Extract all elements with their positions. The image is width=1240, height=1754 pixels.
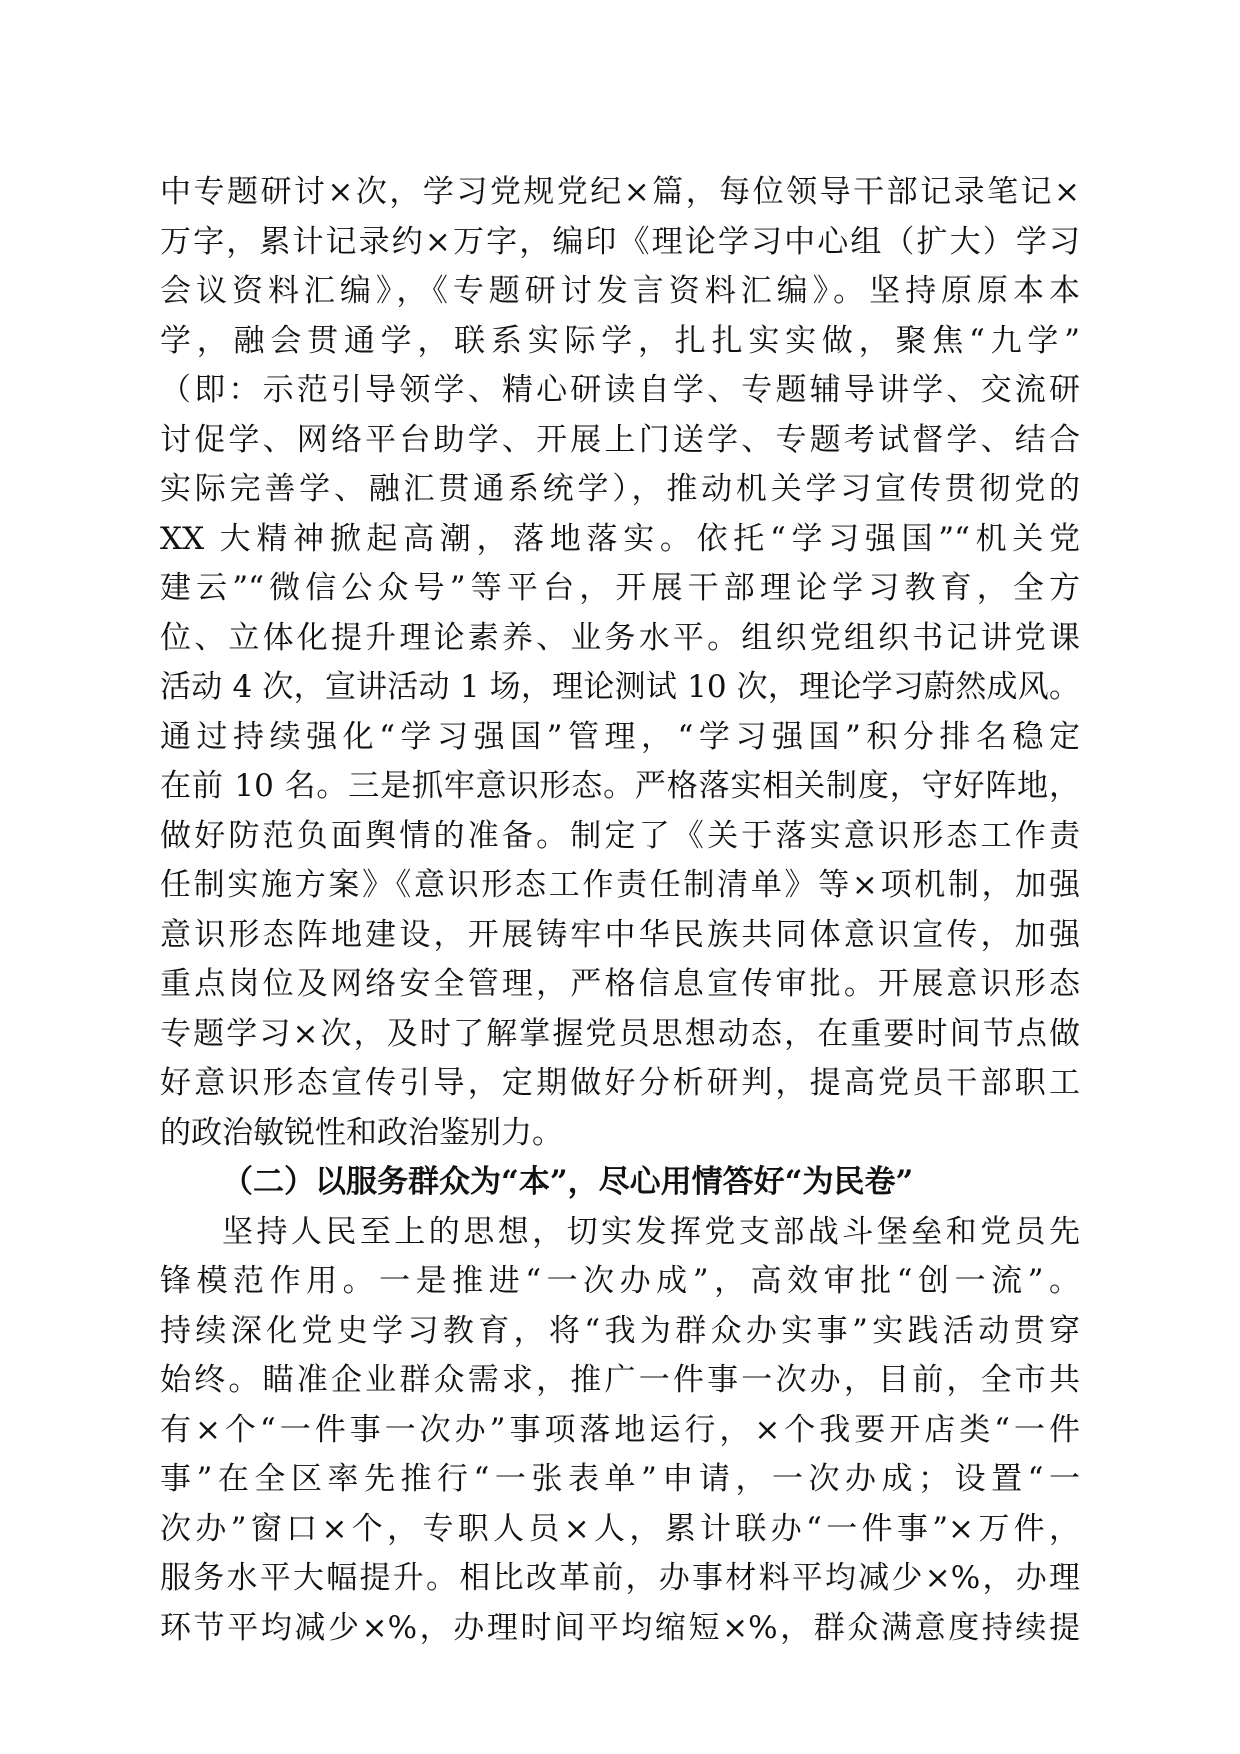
text-line: 次办”窗口×个，专职人员×人，累计联办“一件事”×万件， (160, 1510, 1080, 1547)
text-line: 通过持续强化“学习强国”管理，“学习强国”积分排名稳定 (160, 718, 1080, 755)
section-heading: （二）以服务群众为“本”，尽心用情答好“为民卷” (222, 1164, 914, 1200)
text-line: XX 大精神掀起高潮，落地落实。依托“学习强国”“机关党 (160, 520, 1080, 557)
text-line: 活动 4 次，宣讲活动 1 场，理论测试 10 次，理论学习蔚然成风。 (160, 669, 1080, 705)
text-line: 位、立体化提升理论素养、业务水平。组织党组织书记讲党课 (160, 619, 1080, 656)
text-line: 任制实施方案》《意识形态工作责任制清单》等×项机制，加强 (160, 867, 1080, 903)
text-line: 在前 10 名。三是抓牢意识形态。严格落实相关制度，守好阵地， (160, 768, 1080, 804)
text-line: 重点岗位及网络安全管理，严格信息宣传审批。开展意识形态 (160, 966, 1080, 1002)
text-line: 始终。瞄准企业群众需求，推广一件事一次办，目前，全市共 (160, 1362, 1080, 1398)
paragraph-serve-masses (160, 1208, 1080, 1654)
document-body (160, 168, 1080, 1653)
text-line: 专题学习×次，及时了解掌握党员思想动态，在重要时间节点做 (160, 1015, 1080, 1052)
text-line: 学，融会贯通学，联系实际学，扎扎实实做，聚焦“九学” (160, 322, 1080, 359)
text-line: 好意识形态宣传引导，定期做好分析研判，提高党员干部职工 (160, 1065, 1080, 1101)
text-line: 持续深化党史学习教育，将“我为群众办实事”实践活动贯穿 (160, 1312, 1080, 1349)
text-line: （即：示范引导领学、精心研读自学、专题辅导讲学、交流研 (160, 372, 1080, 408)
text-line: 中专题研讨×次，学习党规党纪×篇，每位领导干部记录笔记× (160, 174, 1080, 210)
text-line: 环节平均减少×%，办理时间平均缩短×%，群众满意度持续提 (160, 1609, 1080, 1646)
text-line: 有×个“一件事一次办”事项落地运行，×个我要开店类“一件 (160, 1411, 1080, 1448)
text-line: 意识形态阵地建设，开展铸牢中华民族共同体意识宣传，加强 (160, 916, 1080, 953)
text-line: 会议资料汇编》，《专题研讨发言资料汇编》。坚持原原本本 (160, 273, 1080, 309)
text-line: 建云”“微信公众号”等平台，开展干部理论学习教育，全方 (160, 570, 1080, 606)
text-line: 的政治敏锐性和政治鉴别力。 (160, 1114, 563, 1151)
text-line: 事”在全区率先推行“一张表单”申请，一次办成；设置“一 (160, 1461, 1080, 1497)
text-line: 实际完善学、融汇贯通系统学），推动机关学习宣传贯彻党的 (160, 471, 1080, 507)
text-line: 讨促学、网络平台助学、开展上门送学、专题考试督学、结合 (160, 421, 1080, 458)
text-line: 做好防范负面舆情的准备。制定了《关于落实意识形态工作责 (160, 817, 1080, 854)
paragraph-ideology-study (160, 168, 1080, 1158)
text-line: 服务水平大幅提升。相比改革前，办事材料平均减少×%，办理 (160, 1560, 1080, 1596)
text-line: 坚持人民至上的思想，切实发挥党支部战斗堡垒和党员先 (222, 1213, 1080, 1250)
text-line: 锋模范作用。一是推进“一次办成”，高效审批“创一流”。 (160, 1263, 1080, 1299)
text-line: 万字，累计记录约×万字，编印《理论学习中心组（扩大）学习 (160, 223, 1080, 260)
